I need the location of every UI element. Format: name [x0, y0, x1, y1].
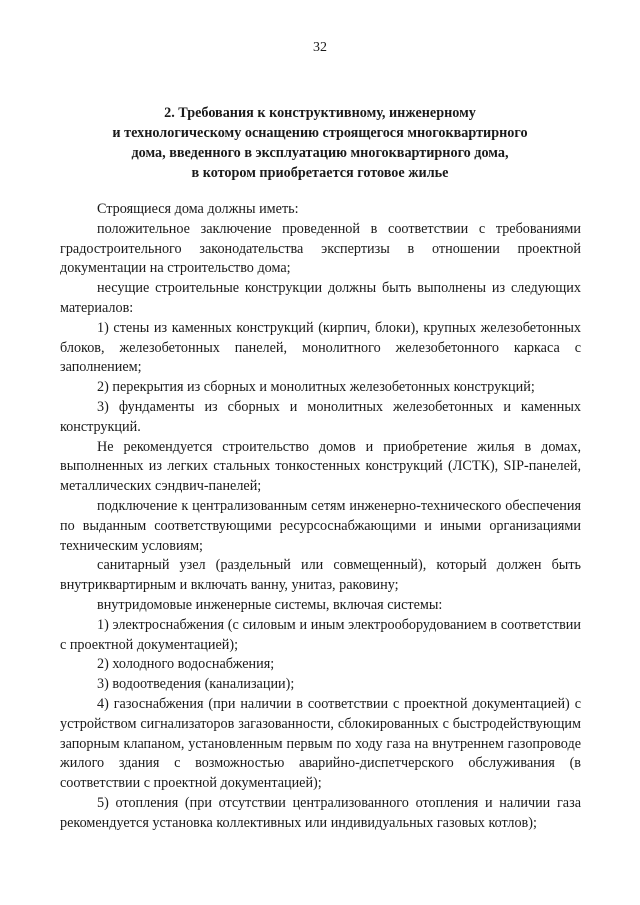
paragraph: несущие строительные конструкции должны быть выполнены из следующих материалов: [60, 280, 581, 316]
paragraph: подключение к централизованным сетям инженерно-технического обеспечения по выданным соответствующими ресурсоснабжающими и иными организациями техническим условиям; [60, 497, 581, 554]
paragraph: 5) отопления (при отсутствии централизованного отопления и наличии газа рекомендуется установка коллективных или индивидуальных газовых котлов); [60, 794, 581, 831]
section-heading [60, 103, 580, 183]
paragraph: 1) электроснабжения (с силовым и иным электрооборудованием в соответствии с проектной документацией); [60, 616, 581, 653]
paragraph: 4) газоснабжения (при наличии в соответствии с проектной документацией) с устройством сигнализаторов загазованности, сблокированных с быстродействующим запорным клапаном, установленным первым по ходу газа на внутреннем газопроводе жилого здания с возможностью аварийно-диспетчерского обслуживания (в соответствии с проектной документацией); [60, 695, 581, 792]
page-number: 32 [313, 40, 327, 55]
paragraph: 3) фундаменты из сборных и монолитных железобетонных и каменных конструкций. [60, 398, 581, 435]
paragraph: Не рекомендуется строительство домов и приобретение жилья в домах, выполненных из легких стальных тонкостенных конструкций (ЛСТК), SIP-панелей, металлических сэндвич-панелей; [60, 438, 581, 495]
paragraph: санитарный узел (раздельный или совмещенный), который должен быть внутриквартирным и включать ванну, унитаз, раковину; [60, 557, 581, 594]
paragraph: 1) стены из каменных конструкций (кирпич, блоки), крупных железобетонных блоков, железобетонных панелей, монолитного железобетонного каркаса с заполнением; [60, 319, 581, 376]
document-body [60, 200, 581, 834]
paragraph: 2) холодного водоснабжения; [97, 656, 275, 673]
paragraph: 3) водоотведения (канализации); [97, 676, 295, 693]
paragraph: внутридомовые инженерные системы, включая системы: [97, 596, 443, 613]
heading-line: и технологическому оснащению строящегося многоквартирного [112, 125, 528, 141]
paragraph: положительное заключение проведенной в соответствии с требованиями градостроительного законодательства экспертизы в отношении проектной документации на строительство дома; [60, 220, 581, 277]
paragraph: Строящиеся дома должны иметь: [97, 201, 299, 217]
heading-line: дома, введенного в эксплуатацию многоквартирного дома, [131, 145, 509, 161]
heading-line: в котором приобретается готовое жилье [191, 165, 449, 181]
paragraph: 2) перекрытия из сборных и монолитных железобетонных конструкций; [97, 379, 535, 396]
heading-line: 2. Требования к конструктивному, инженерному [164, 105, 476, 121]
